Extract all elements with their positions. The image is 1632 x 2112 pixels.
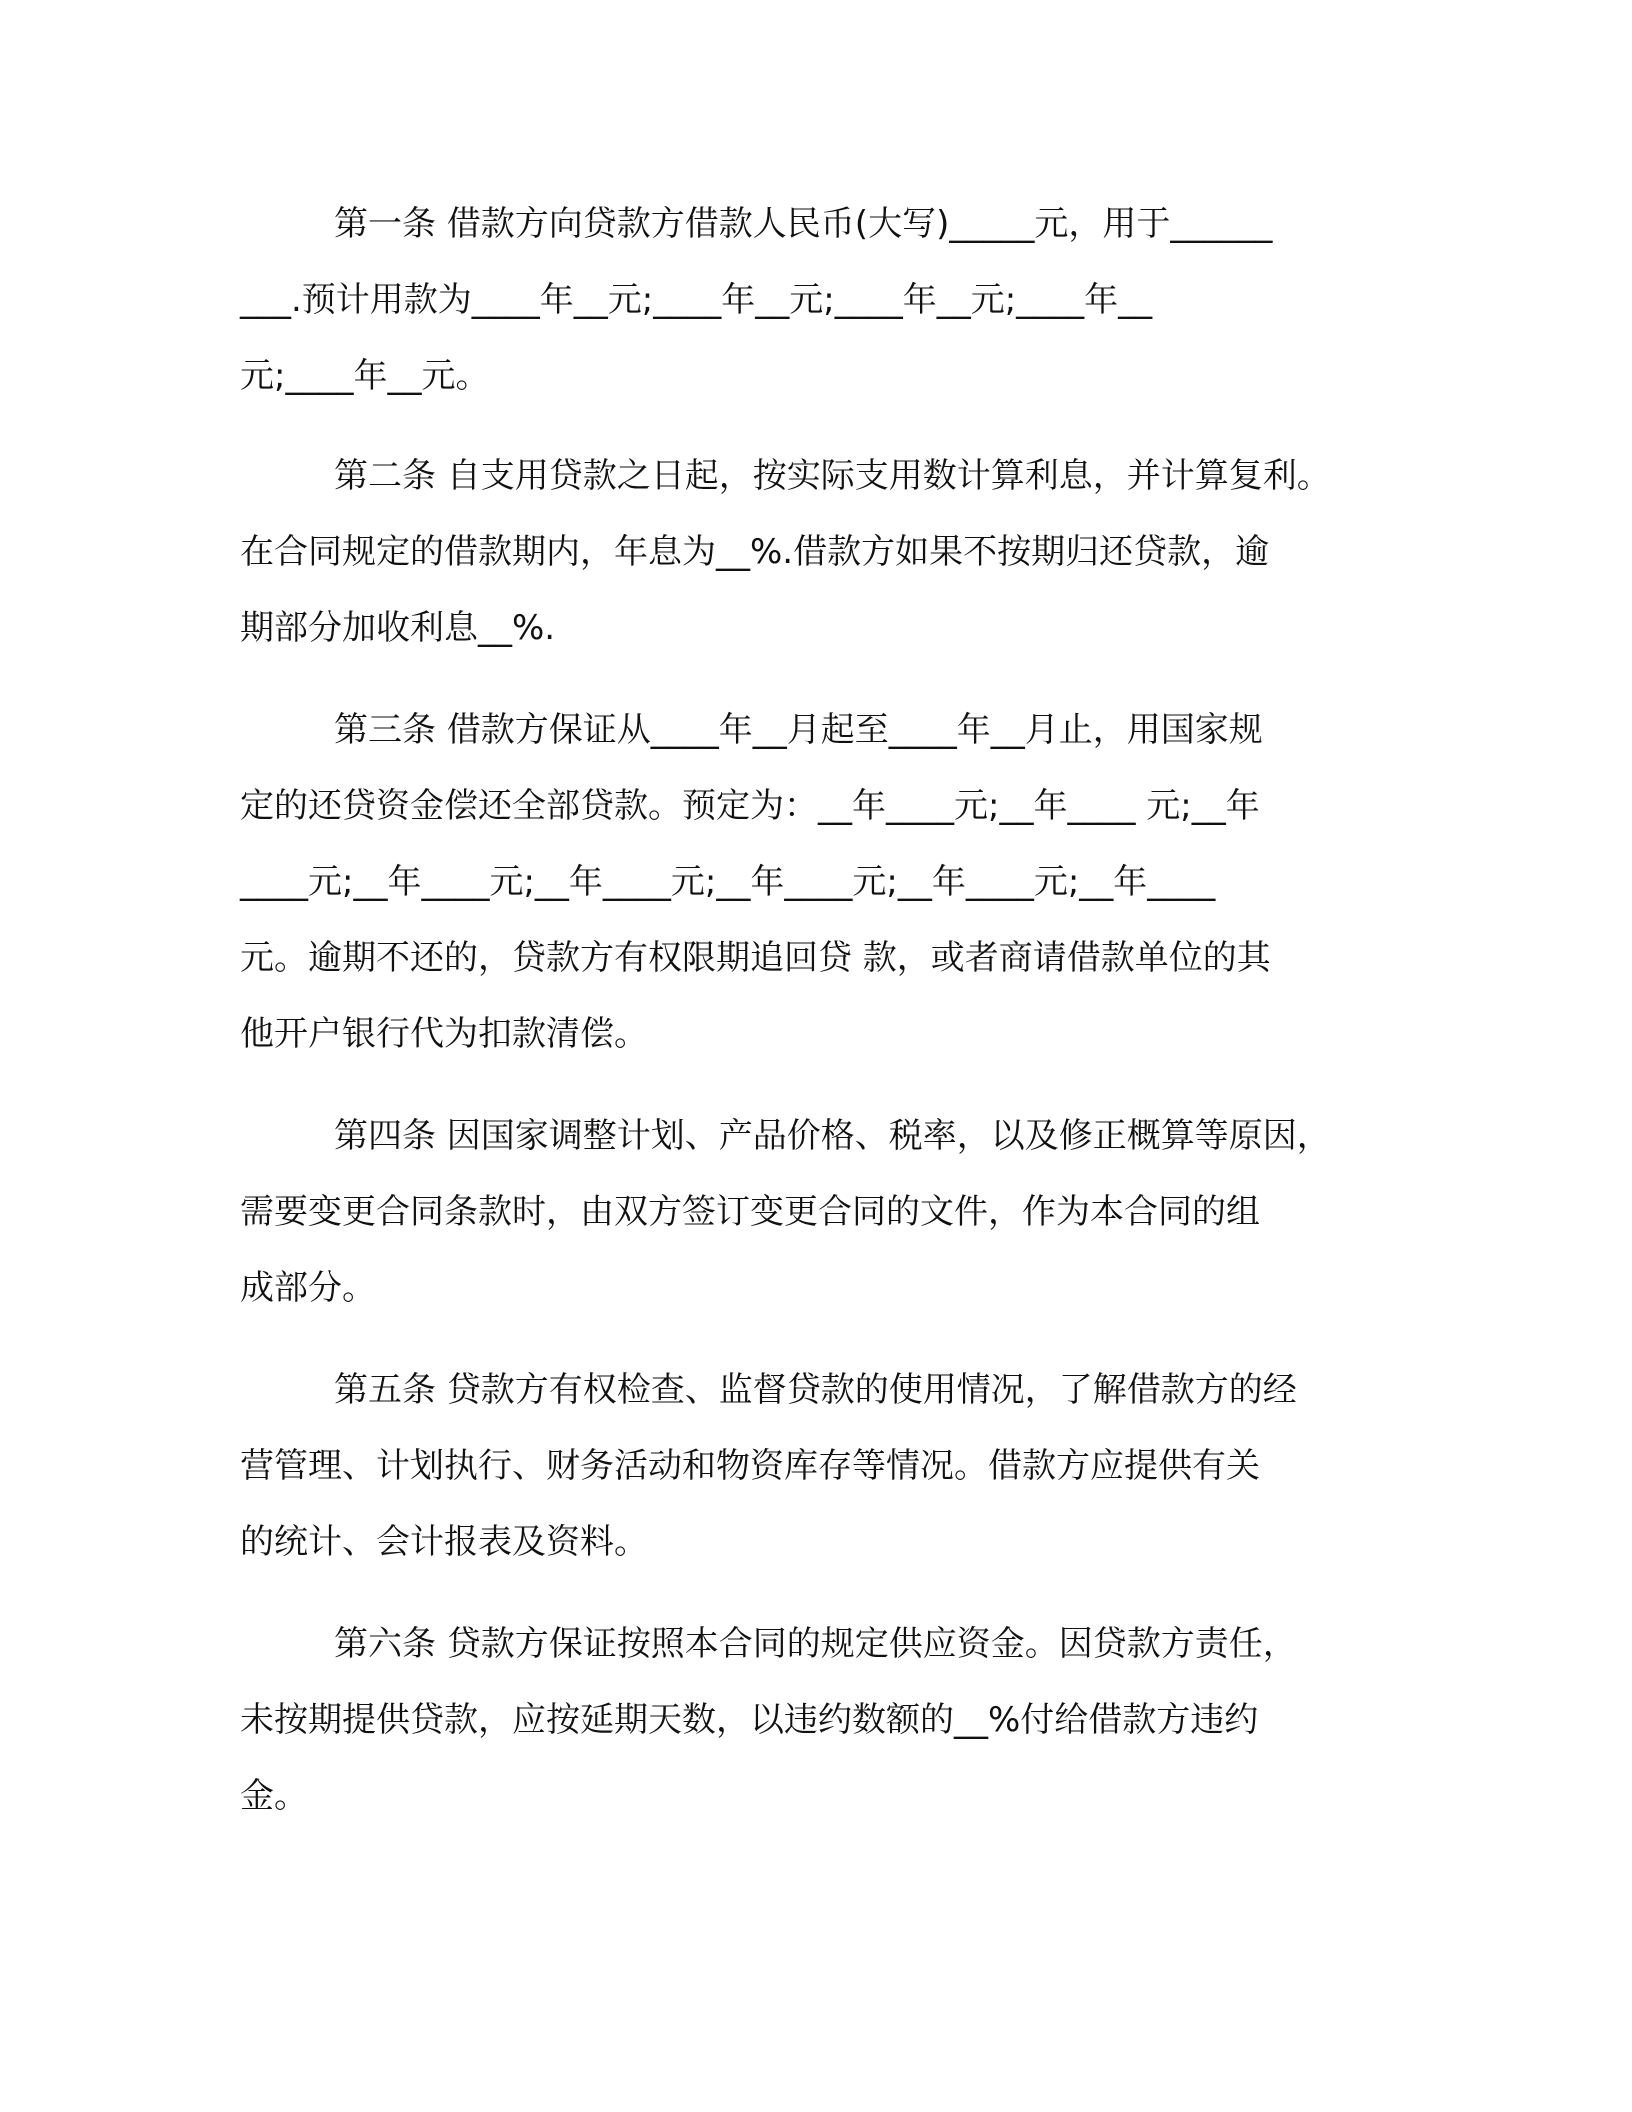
article-1-line-2: ___.预计用款为____年__元;____年__元;____年__元;____年__ — [240, 280, 1153, 320]
article-1-line-1: 第一条 借款方向贷款方借款人民币(大写)_____元，用于______ — [334, 204, 1273, 244]
article-3-line-2: 定的还贷资金偿还全部贷款。预定为：__年____元;__年____ 元;__年 — [240, 786, 1260, 826]
article-3-line-3: ____元;__年____元;__年____元;__年____元;__年____元;__年____ — [240, 862, 1216, 902]
article-3-line-4: 元。逾期不还的，贷款方有权限期追回贷 款，或者商请借款单位的其 — [240, 938, 1271, 978]
article-4-line-2: 需要变更合同条款时，由双方签订变更合同的文件，作为本合同的组 — [240, 1192, 1260, 1232]
article-1-line-3: 元;____年__元。 — [240, 356, 490, 396]
article-4-line-3: 成部分。 — [240, 1268, 376, 1308]
article-2-line-1: 第二条 自支用贷款之日起，按实际支用数计算利息，并计算复利。 — [334, 456, 1331, 496]
article-4-line-1: 第四条 因国家调整计划、产品价格、税率，以及修正概算等原因， — [334, 1116, 1331, 1156]
article-5-line-2: 营管理、计划执行、财务活动和物资库存等情况。借款方应提供有关 — [240, 1446, 1260, 1486]
article-2-line-3: 期部分加收利息__%. — [240, 608, 556, 648]
article-5-line-1: 第五条 贷款方有权检查、监督贷款的使用情况，了解借款方的经 — [334, 1370, 1297, 1410]
article-3-line-1: 第三条 借款方保证从____年__月起至____年__月止，用国家规 — [334, 710, 1263, 750]
article-6-line-3: 金。 — [240, 1776, 308, 1816]
article-5-line-3: 的统计、会计报表及资料。 — [240, 1522, 648, 1562]
article-6-line-2: 未按期提供贷款，应按延期天数，以违约数额的__%付给借款方违约 — [240, 1700, 1259, 1740]
article-6-line-1: 第六条 贷款方保证按照本合同的规定供应资金。因贷款方责任， — [334, 1624, 1297, 1664]
article-2-line-2: 在合同规定的借款期内，年息为__%.借款方如果不按期归还贷款，逾 — [240, 532, 1270, 572]
article-3-line-5: 他开户银行代为扣款清偿。 — [240, 1014, 648, 1054]
